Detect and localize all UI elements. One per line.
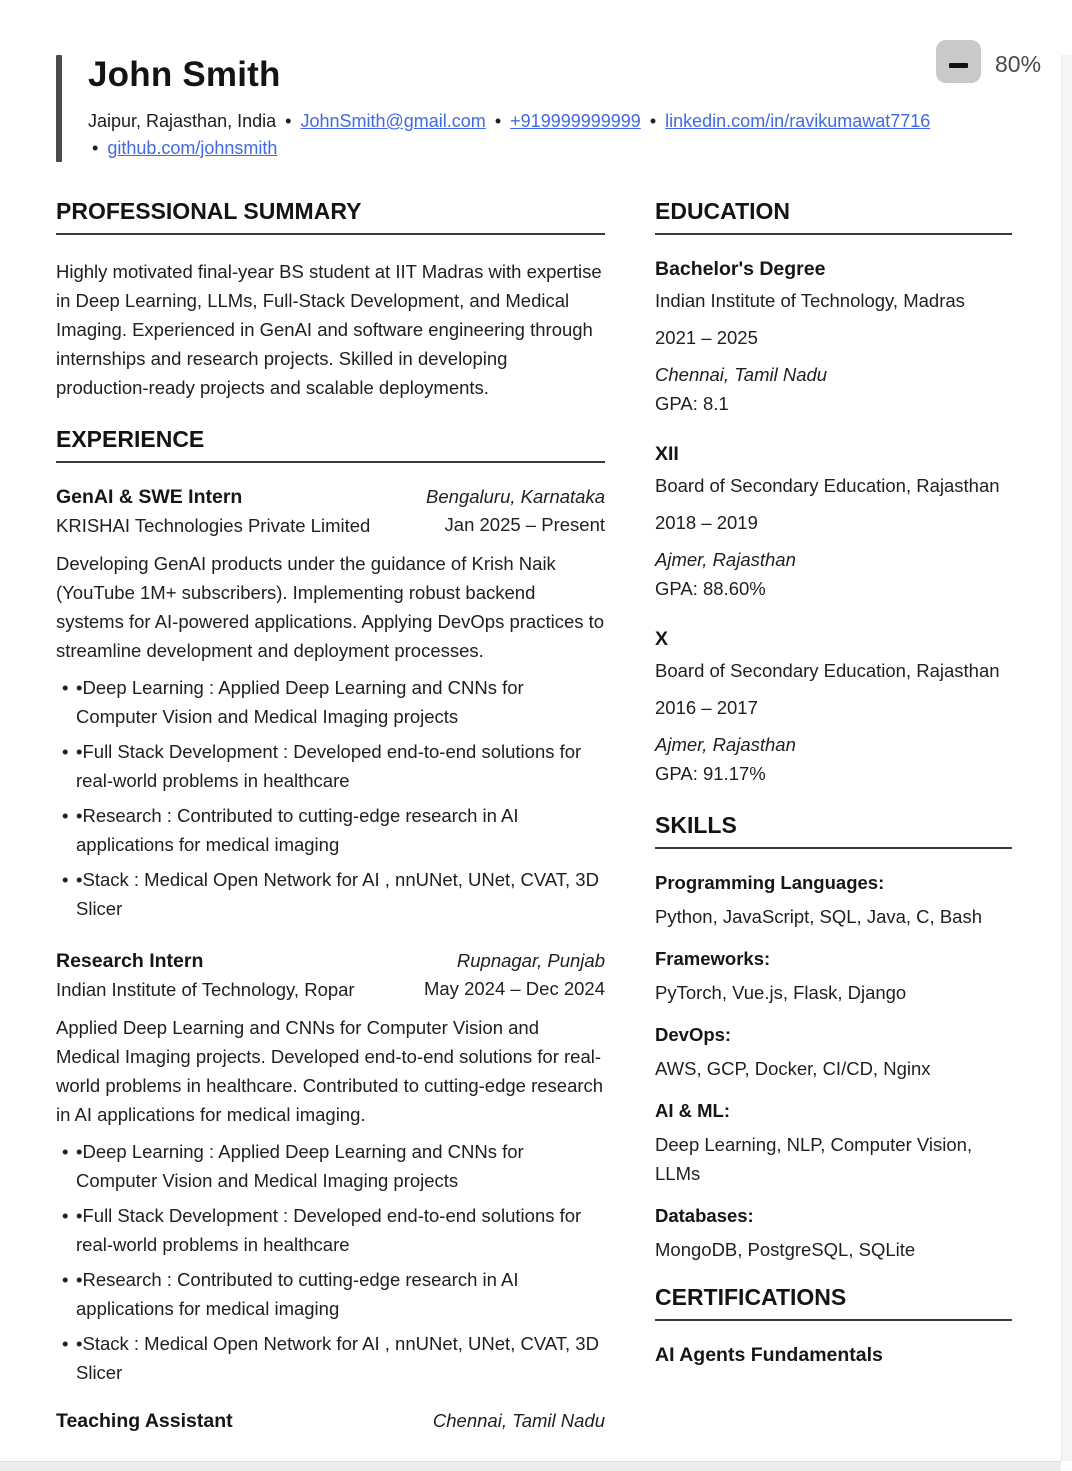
- skill-group: [655, 1099, 1012, 1188]
- section-certifications: [655, 1284, 1012, 1367]
- horizontal-scrollbar[interactable]: [0, 1461, 1061, 1471]
- zoom-level-label: 80%: [995, 51, 1042, 77]
- job-dates: May 2024 – Dec 2024: [423, 978, 605, 999]
- education-entry: [655, 257, 1012, 416]
- skills-heading: SKILLS: [655, 812, 1012, 849]
- left-column: [56, 198, 605, 1433]
- job-location: Rupnagar, Punjab: [456, 950, 605, 971]
- job-location: Chennai, Tamil Nadu: [432, 1410, 605, 1431]
- bullet-text: •Research : Contributed to cutting-edge research in AI applications for medical imaging: [76, 805, 519, 855]
- resume-header: [56, 55, 936, 162]
- phone-link[interactable]: +919999999999: [510, 111, 641, 131]
- job-dates: Jan 2025 – Present: [444, 514, 605, 535]
- skill-group: [655, 1204, 1012, 1264]
- skill-values: PyTorch, Vue.js, Flask, Django: [655, 982, 907, 1003]
- job-bullet-list: [56, 673, 605, 923]
- resume-preview-page: [0, 51, 1072, 1471]
- bullet-item: [56, 865, 605, 923]
- skill-values: MongoDB, PostgreSQL, SQLite: [655, 1239, 916, 1260]
- job-company: KRISHAI Technologies Private Limited: [56, 515, 371, 536]
- education-entry: [655, 627, 1012, 786]
- skill-values: AWS, GCP, Docker, CI/CD, Nginx: [655, 1058, 931, 1079]
- bullet-marker: •: [62, 1205, 69, 1226]
- certifications-heading: CERTIFICATIONS: [655, 1284, 1012, 1321]
- resume-name: John Smith: [88, 55, 281, 94]
- education-location: Ajmer, Rajasthan: [655, 549, 796, 570]
- job-description: Applied Deep Learning and CNNs for Computer Vision and Medical Imaging projects. Developed end-to-end solutions for real-world problems in healthcare. Contributed to cutting-edge research in AI applications for medical imaging.: [56, 1017, 604, 1125]
- bullet-text: •Full Stack Development : Developed end-to-end solutions for real-world problems in healthcare: [76, 741, 582, 791]
- bullet-text: •Full Stack Development : Developed end-to-end solutions for real-world problems in healthcare: [76, 1205, 582, 1255]
- experience-entry: [56, 485, 605, 923]
- section-experience: [56, 426, 605, 1433]
- skill-group: [655, 947, 1012, 1007]
- zoom-out-button[interactable]: [936, 40, 981, 83]
- contact-separator: •: [649, 111, 657, 131]
- contact-separator: •: [494, 111, 502, 131]
- education-years: 2021 – 2025: [655, 327, 758, 348]
- bullet-marker: •: [62, 1269, 69, 1290]
- education-gpa: GPA: 8.1: [655, 393, 729, 414]
- bullet-item: [56, 1137, 605, 1195]
- bullet-item: [56, 1329, 605, 1387]
- education-entry: [655, 442, 1012, 601]
- summary-heading: PROFESSIONAL SUMMARY: [56, 198, 605, 235]
- bullet-marker: •: [62, 1333, 69, 1354]
- skill-label: AI & ML:: [655, 1100, 731, 1121]
- job-company: Indian Institute of Technology, Ropar: [56, 979, 355, 1000]
- bullet-marker: •: [62, 1141, 69, 1162]
- school-name: Board of Secondary Education, Rajasthan: [655, 475, 1000, 496]
- section-professional-summary: [56, 198, 605, 402]
- contact-location: Jaipur, Rajasthan, India: [88, 111, 277, 131]
- skill-label: DevOps:: [655, 1024, 732, 1045]
- degree-title: X: [655, 628, 669, 650]
- education-gpa: GPA: 88.60%: [655, 578, 766, 599]
- bullet-item: [56, 673, 605, 731]
- right-column: [655, 198, 1012, 1433]
- bullet-text: •Stack : Medical Open Network for AI , nnUNet, UNet, CVAT, 3D Slicer: [76, 1333, 599, 1383]
- job-description: Developing GenAI products under the guidance of Krish Naik (YouTube 1M+ subscribers). Implementing robust backend systems for AI-powered applications. Applying DevOps practices to streamline development and deployment processes.: [56, 553, 605, 661]
- education-heading: EDUCATION: [655, 198, 1012, 235]
- contact-line: [88, 108, 948, 162]
- job-title: GenAI & SWE Intern: [56, 486, 243, 508]
- skill-label: Databases:: [655, 1205, 754, 1226]
- email-link[interactable]: JohnSmith@gmail.com: [300, 111, 486, 131]
- vertical-scrollbar[interactable]: [1061, 55, 1072, 1461]
- bullet-marker: •: [62, 805, 69, 826]
- skill-values: Deep Learning, NLP, Computer Vision, LLMs: [655, 1134, 973, 1184]
- section-education: [655, 198, 1012, 786]
- skill-values: Python, JavaScript, SQL, Java, C, Bash: [655, 906, 982, 927]
- bullet-marker: •: [62, 741, 69, 762]
- bullet-item: [56, 801, 605, 859]
- job-title: Teaching Assistant: [56, 1410, 233, 1432]
- degree-title: XII: [655, 443, 679, 465]
- skill-label: Programming Languages:: [655, 872, 885, 893]
- school-name: Board of Secondary Education, Rajasthan: [655, 660, 1000, 681]
- zoom-out-minus-icon: [949, 63, 968, 68]
- bullet-item: [56, 737, 605, 795]
- education-location: Ajmer, Rajasthan: [655, 734, 796, 755]
- education-location: Chennai, Tamil Nadu: [655, 364, 828, 385]
- certification-item: AI Agents Fundamentals: [655, 1344, 883, 1366]
- bullet-text: •Stack : Medical Open Network for AI , nnUNet, UNet, CVAT, 3D Slicer: [76, 869, 599, 919]
- skill-label: Frameworks:: [655, 948, 771, 969]
- job-bullet-list: [56, 1137, 605, 1387]
- degree-title: Bachelor's Degree: [655, 258, 826, 280]
- bullet-text: •Deep Learning : Applied Deep Learning and CNNs for Computer Vision and Medical Imaging projects: [76, 677, 524, 727]
- job-location: Bengaluru, Karnataka: [426, 486, 605, 507]
- contact-separator: •: [285, 111, 292, 131]
- experience-entry: [56, 949, 605, 1387]
- bullet-item: [56, 1201, 605, 1259]
- section-skills: [655, 812, 1012, 1264]
- contact-separator: •: [92, 138, 99, 158]
- experience-heading: EXPERIENCE: [56, 426, 605, 463]
- header-accent-bar: [56, 55, 62, 162]
- job-title: Research Intern: [56, 950, 204, 972]
- linkedin-link[interactable]: linkedin.com/in/ravikumawat7716: [665, 111, 931, 131]
- experience-entry: [56, 1409, 605, 1433]
- bullet-marker: •: [62, 677, 69, 698]
- school-name: Indian Institute of Technology, Madras: [655, 290, 965, 311]
- github-link[interactable]: github.com/johnsmith: [107, 138, 278, 158]
- skill-group: [655, 1023, 1012, 1083]
- bullet-text: •Research : Contributed to cutting-edge research in AI applications for medical imaging: [76, 1269, 519, 1319]
- bullet-item: [56, 1265, 605, 1323]
- education-gpa: GPA: 91.17%: [655, 763, 766, 784]
- summary-text: Highly motivated final-year BS student at IIT Madras with expertise in Deep Learning, LLMs, Full-Stack Development, and Medical Imaging. Experienced in GenAI and software engineering through internships and research projects. Skilled in developing production-ready projects and scalable deployments.: [56, 261, 602, 398]
- bullet-text: •Deep Learning : Applied Deep Learning and CNNs for Computer Vision and Medical Imaging projects: [76, 1141, 524, 1191]
- bullet-marker: •: [62, 869, 69, 890]
- resume-columns: [56, 198, 1072, 1433]
- education-years: 2016 – 2017: [655, 697, 758, 718]
- education-years: 2018 – 2019: [655, 512, 758, 533]
- skill-group: [655, 871, 1012, 931]
